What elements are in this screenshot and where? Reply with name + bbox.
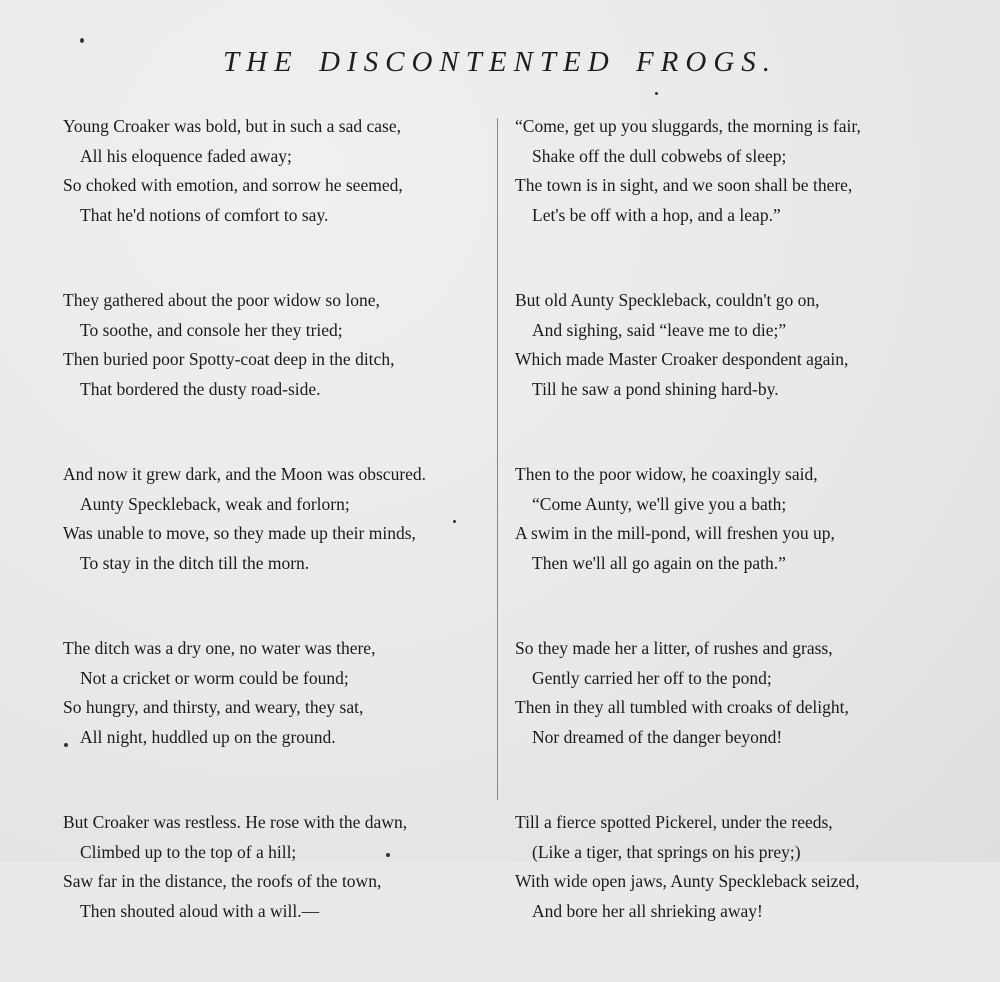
verse-line: “Come Aunty, we'll give you a bath; bbox=[532, 493, 787, 514]
verse-line: To soothe, and console her they tried; bbox=[80, 319, 343, 340]
stanza bbox=[515, 808, 935, 982]
verse-line: The town is in sight, and we soon shall be there, bbox=[515, 175, 853, 195]
verse-line: Till a fierce spotted Pickerel, under the reeds, bbox=[515, 812, 833, 832]
stanza bbox=[515, 112, 935, 286]
stanza bbox=[63, 286, 488, 460]
stanza bbox=[515, 460, 935, 634]
verse-line: So hungry, and thirsty, and weary, they sat, bbox=[63, 697, 364, 717]
verse-line: Then in they all tumbled with croaks of delight, bbox=[515, 697, 849, 717]
verse-line: Aunty Speckleback, weak and forlorn; bbox=[80, 493, 350, 514]
verse-line: Climbed up to the top of a hill; bbox=[80, 841, 297, 862]
verse-line: All night, huddled up on the ground. bbox=[80, 726, 336, 747]
verse-line: (Like a tiger, that springs on his prey;) bbox=[532, 841, 801, 862]
verse-line: Let's be off with a hop, and a leap.” bbox=[532, 204, 781, 225]
verse-line: “Come, get up you sluggards, the morning is fair, bbox=[515, 116, 861, 136]
verse-line: So they made her a litter, of rushes and grass, bbox=[515, 638, 833, 658]
verse-line: With wide open jaws, Aunty Speckleback seized, bbox=[515, 871, 860, 891]
verse-line: Till he saw a pond shining hard-by. bbox=[532, 378, 779, 399]
print-speck bbox=[386, 853, 390, 857]
print-speck bbox=[80, 38, 84, 43]
right-column bbox=[515, 112, 935, 982]
verse-line: That he'd notions of comfort to say. bbox=[80, 204, 329, 225]
column-divider bbox=[497, 118, 498, 800]
verse-line: A swim in the mill-pond, will freshen you up, bbox=[515, 523, 835, 543]
stanza bbox=[63, 460, 488, 634]
verse-line: They gathered about the poor widow so lone, bbox=[63, 290, 380, 310]
verse-line: Then shouted aloud with a will.— bbox=[80, 900, 320, 921]
verse-line: And bore her all shrieking away! bbox=[532, 900, 763, 921]
verse-line: Then buried poor Spotty-coat deep in the ditch, bbox=[63, 349, 395, 369]
verse-line: But old Aunty Speckleback, couldn't go on, bbox=[515, 290, 820, 310]
verse-line: Young Croaker was bold, but in such a sad case, bbox=[63, 116, 401, 136]
left-column bbox=[63, 112, 488, 982]
verse-line: That bordered the dusty road-side. bbox=[80, 378, 321, 399]
verse-line: Which made Master Croaker despondent again, bbox=[515, 349, 849, 369]
print-speck bbox=[655, 92, 658, 95]
stanza bbox=[63, 112, 488, 286]
verse-line: To stay in the ditch till the morn. bbox=[80, 552, 310, 573]
verse-line: Shake off the dull cobwebs of sleep; bbox=[532, 145, 787, 166]
verse-line: But Croaker was restless. He rose with the dawn, bbox=[63, 812, 408, 832]
verse-line: And sighing, said “leave me to die;” bbox=[532, 319, 787, 340]
print-speck bbox=[453, 520, 456, 523]
verse-line: So choked with emotion, and sorrow he seemed, bbox=[63, 175, 403, 195]
verse-line: Not a cricket or worm could be found; bbox=[80, 667, 349, 688]
stanza bbox=[63, 634, 488, 808]
verse-line: The ditch was a dry one, no water was there, bbox=[63, 638, 376, 658]
print-speck bbox=[64, 743, 68, 747]
stanza bbox=[515, 634, 935, 808]
verse-line: All his eloquence faded away; bbox=[80, 145, 292, 166]
verse-line: Nor dreamed of the danger beyond! bbox=[532, 726, 783, 747]
poem-title: THE DISCONTENTED FROGS. bbox=[222, 46, 778, 78]
verse-line: Then to the poor widow, he coaxingly said, bbox=[515, 464, 818, 484]
verse-line: Gently carried her off to the pond; bbox=[532, 667, 772, 688]
verse-line: Saw far in the distance, the roofs of the town, bbox=[63, 871, 382, 891]
stanza bbox=[515, 286, 935, 460]
stanza bbox=[63, 808, 488, 982]
verse-line: Then we'll all go again on the path.” bbox=[532, 552, 786, 573]
verse-line: And now it grew dark, and the Moon was obscured. bbox=[63, 464, 427, 484]
verse-line: Was unable to move, so they made up their minds, bbox=[63, 523, 416, 543]
